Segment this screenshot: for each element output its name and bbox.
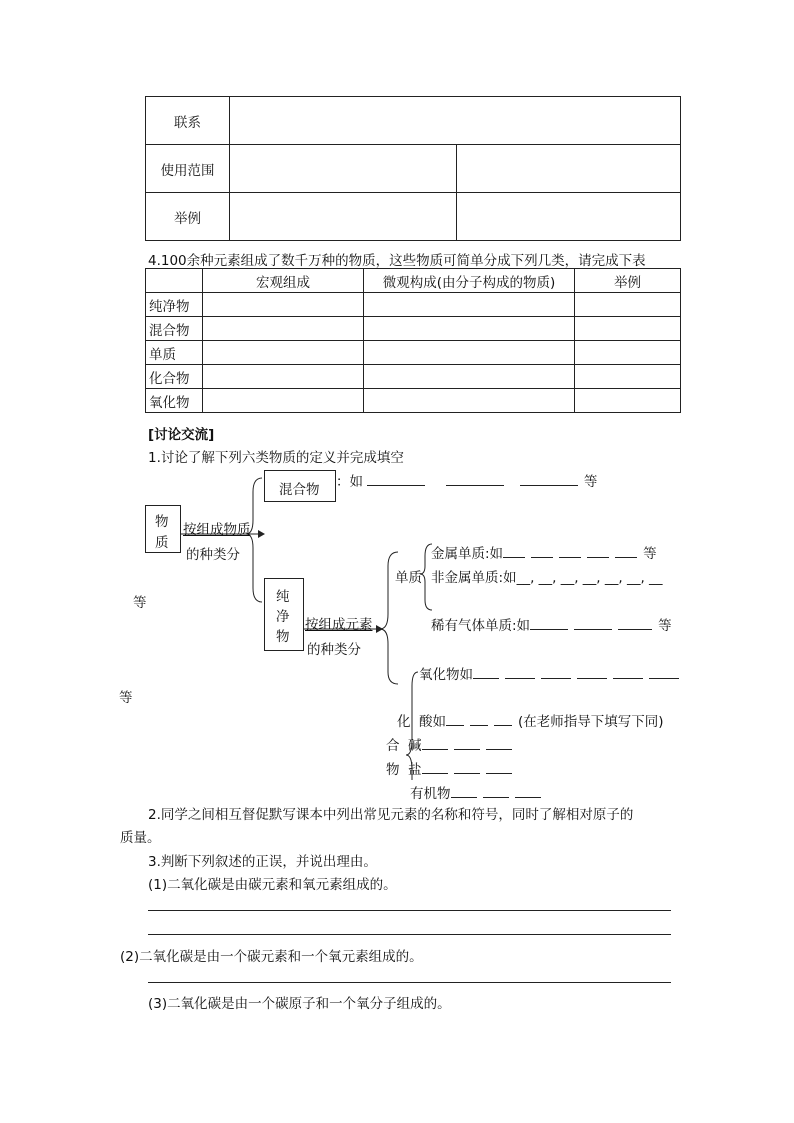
row-label: 举例 <box>146 193 230 241</box>
oxide-label: 氧化物如 <box>419 667 473 683</box>
q3-item-3: (3)二氧化碳是由一个碳原子和一个氧分子组成的。 <box>148 996 451 1012</box>
etc-label: 等 <box>643 546 657 562</box>
row-label: 单质 <box>146 341 203 365</box>
row-label: 混合物 <box>146 317 203 341</box>
acid-note: (在老师指导下填写下同) <box>518 714 664 730</box>
column-header: 宏观组成 <box>203 269 364 293</box>
by-element-label: 按组成元素 <box>305 617 373 633</box>
blank[interactable] <box>446 713 464 726</box>
blank[interactable] <box>446 473 504 486</box>
blank[interactable] <box>422 737 448 750</box>
compound-char: 化 <box>397 714 411 730</box>
blank[interactable] <box>574 617 612 630</box>
discussion-q1: 1.讨论了解下列六类物质的定义并完成填空 <box>148 450 404 466</box>
blank[interactable] <box>486 761 512 774</box>
by-composition-label: 的种类分 <box>186 547 240 563</box>
blank[interactable] <box>486 737 512 750</box>
row-label: 联系 <box>146 97 230 145</box>
q3-intro: 3.判断下列叙述的正误，并说出理由。 <box>148 854 377 870</box>
metal-examples <box>431 542 657 562</box>
blank[interactable] <box>503 545 525 558</box>
pure-substance-box <box>264 578 304 651</box>
answer-line[interactable] <box>148 982 671 983</box>
blank[interactable] <box>454 737 480 750</box>
q3-item-2: (2)二氧化碳是由一个碳元素和一个氧元素组成的。 <box>120 949 423 965</box>
salt-examples <box>408 758 518 778</box>
blank[interactable] <box>541 666 571 679</box>
q4-intro: 4.100余种元素组成了数千万种的物质，这些物质可简单分成下列几类，请完成下表 <box>148 253 646 269</box>
substance-box <box>145 505 181 553</box>
pure-char: 物 <box>276 629 290 645</box>
q3-item-1: (1)二氧化碳是由碳元素和氧元素组成的。 <box>148 877 397 893</box>
mixture-label: 混合物 <box>279 482 320 498</box>
row-label: 氧化物 <box>146 389 203 413</box>
salt-label: 盐 <box>408 762 422 778</box>
nonmetal-examples <box>431 566 663 586</box>
nonmetal-blanks[interactable]: __, __, __, __, __, __, __ <box>516 570 663 586</box>
blank[interactable] <box>515 785 541 798</box>
row-label: 纯净物 <box>146 293 203 317</box>
metal-label: 金属单质:如 <box>431 546 504 562</box>
element-substance-label: 单质 <box>395 570 422 586</box>
mixture-box <box>264 470 336 502</box>
substance-char: 物 <box>155 514 169 530</box>
etc-label: 等 <box>119 690 133 706</box>
column-header: 微观构成(由分子构成的物质) <box>364 269 575 293</box>
blank[interactable] <box>470 713 488 726</box>
organic-label: 有机物 <box>410 786 451 802</box>
etc-label: 等 <box>133 595 147 611</box>
blank[interactable] <box>587 545 609 558</box>
blank[interactable] <box>559 545 581 558</box>
noble-gas-label: 稀有气体单质:如 <box>431 618 531 634</box>
compound-char: 物 <box>386 762 400 778</box>
oxide-examples <box>419 663 685 683</box>
pure-char: 纯 <box>276 589 290 605</box>
row-label: 使用范围 <box>146 145 230 193</box>
etc-label: 等 <box>658 618 672 634</box>
blank[interactable] <box>454 761 480 774</box>
blank[interactable] <box>367 473 425 486</box>
blank[interactable] <box>618 617 652 630</box>
blank[interactable] <box>473 666 499 679</box>
blank[interactable] <box>422 761 448 774</box>
compound-char: 合 <box>386 738 400 754</box>
by-composition-label: 按组成物质 <box>183 522 251 538</box>
q2-text: 质量。 <box>120 830 161 846</box>
etc-label: 等 <box>583 474 598 490</box>
blank[interactable] <box>531 545 553 558</box>
base-examples <box>408 734 518 754</box>
blank[interactable] <box>530 617 568 630</box>
mixture-fill-label: ：如 <box>336 474 363 490</box>
blank[interactable] <box>577 666 607 679</box>
mixture-examples <box>336 470 597 490</box>
blank[interactable] <box>613 666 643 679</box>
blank[interactable] <box>494 713 512 726</box>
substance-char: 质 <box>155 535 169 551</box>
pure-char: 净 <box>276 609 290 625</box>
blank[interactable] <box>615 545 637 558</box>
discussion-heading: [讨论交流] <box>148 427 215 443</box>
by-element-label: 的种类分 <box>307 642 361 658</box>
answer-line[interactable] <box>148 910 671 911</box>
row-label: 化合物 <box>146 365 203 389</box>
q2-text: 2.同学之间相互督促默写课本中列出常见元素的名称和符号，同时了解相对原子的 <box>148 807 634 823</box>
base-label: 碱 <box>408 738 422 754</box>
answer-line[interactable] <box>148 934 671 935</box>
blank[interactable] <box>483 785 509 798</box>
nonmetal-label: 非金属单质:如 <box>431 570 517 586</box>
blank[interactable] <box>505 666 535 679</box>
blank[interactable] <box>520 473 578 486</box>
blank[interactable] <box>649 666 679 679</box>
acid-examples <box>419 710 664 730</box>
noble-gas-examples <box>431 614 672 634</box>
acid-label: 酸如 <box>419 714 446 730</box>
organic-examples <box>410 782 547 802</box>
column-header: 举例 <box>575 269 681 293</box>
blank[interactable] <box>451 785 477 798</box>
